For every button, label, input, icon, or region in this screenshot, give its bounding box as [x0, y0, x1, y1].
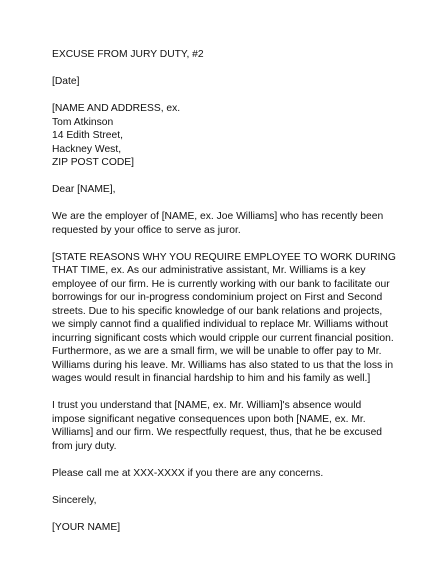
closing-text: Sincerely, — [52, 494, 97, 506]
paragraph-line: impose significant negative consequences upon both [NAME, ex. Mr. — [52, 413, 366, 425]
date-text: [Date] — [52, 76, 80, 87]
paragraph-line: streets. Due to his specific knowledge of our bank relations and projects, — [52, 305, 383, 317]
paragraph-line: Williams during his leave. Mr. Williams has also stated to us that the loss in — [52, 359, 394, 371]
signature — [52, 521, 392, 535]
paragraph-line: requested by your office to serve as juror. — [52, 224, 241, 236]
paragraph-employer — [52, 210, 392, 237]
signature-text: [YOUR NAME] — [52, 521, 121, 533]
contact-text: Please call me at XXX-XXXX if you there are any concerns. — [52, 467, 324, 479]
paragraph-line: wages would result in financial hardship to him and his family as well.] — [52, 373, 371, 384]
paragraph-reasons — [52, 251, 396, 386]
address-line: Hackney West, — [52, 143, 122, 155]
letter-date — [52, 75, 392, 89]
paragraph-request — [52, 399, 392, 453]
letter-page — [52, 48, 396, 548]
paragraph-line: borrowings for our in-progress condominium project on First and Second — [52, 292, 383, 303]
address-line: 14 Edith Street, — [52, 130, 123, 141]
paragraph-line: Williams] and our firm. We respectfully request, thus, that he be excused — [52, 427, 383, 438]
salutation-text: Dear [NAME], — [52, 184, 116, 195]
recipient-address — [52, 102, 392, 170]
paragraph-line: from jury duty. — [52, 440, 117, 452]
paragraph-line: I trust you understand that [NAME, ex. Mr. William]'s absence would — [52, 400, 362, 411]
paragraph-line: THAT TIME, ex. As our administrative assistant, Mr. Williams is a key — [52, 265, 366, 276]
paragraph-line: incurring significant costs which would cripple our current financial position. — [52, 332, 394, 344]
paragraph-line: Furthermore, as we are a small firm, we will be unable to offer pay to Mr. — [52, 346, 382, 357]
title-text: EXCUSE FROM JURY DUTY, #2 — [52, 49, 204, 60]
paragraph-line: employee of our firm. He is currently working with our bank to facilitate our — [52, 278, 390, 290]
paragraph-contact — [52, 467, 392, 481]
address-line: ZIP POST CODE] — [52, 157, 135, 168]
letter-title — [52, 48, 392, 62]
paragraph-line: [STATE REASONS WHY YOU REQUIRE EMPLOYEE TO WORK DURING — [52, 251, 396, 263]
address-line: [NAME AND ADDRESS, ex. — [52, 103, 181, 114]
paragraph-line: We are the employer of [NAME, ex. Joe Williams] who has recently been — [52, 211, 384, 222]
address-line: Tom Atkinson — [52, 116, 114, 128]
paragraph-line: we simply cannot find a qualified individual to replace Mr. Williams without — [52, 319, 388, 330]
salutation — [52, 183, 392, 197]
closing — [52, 494, 392, 508]
